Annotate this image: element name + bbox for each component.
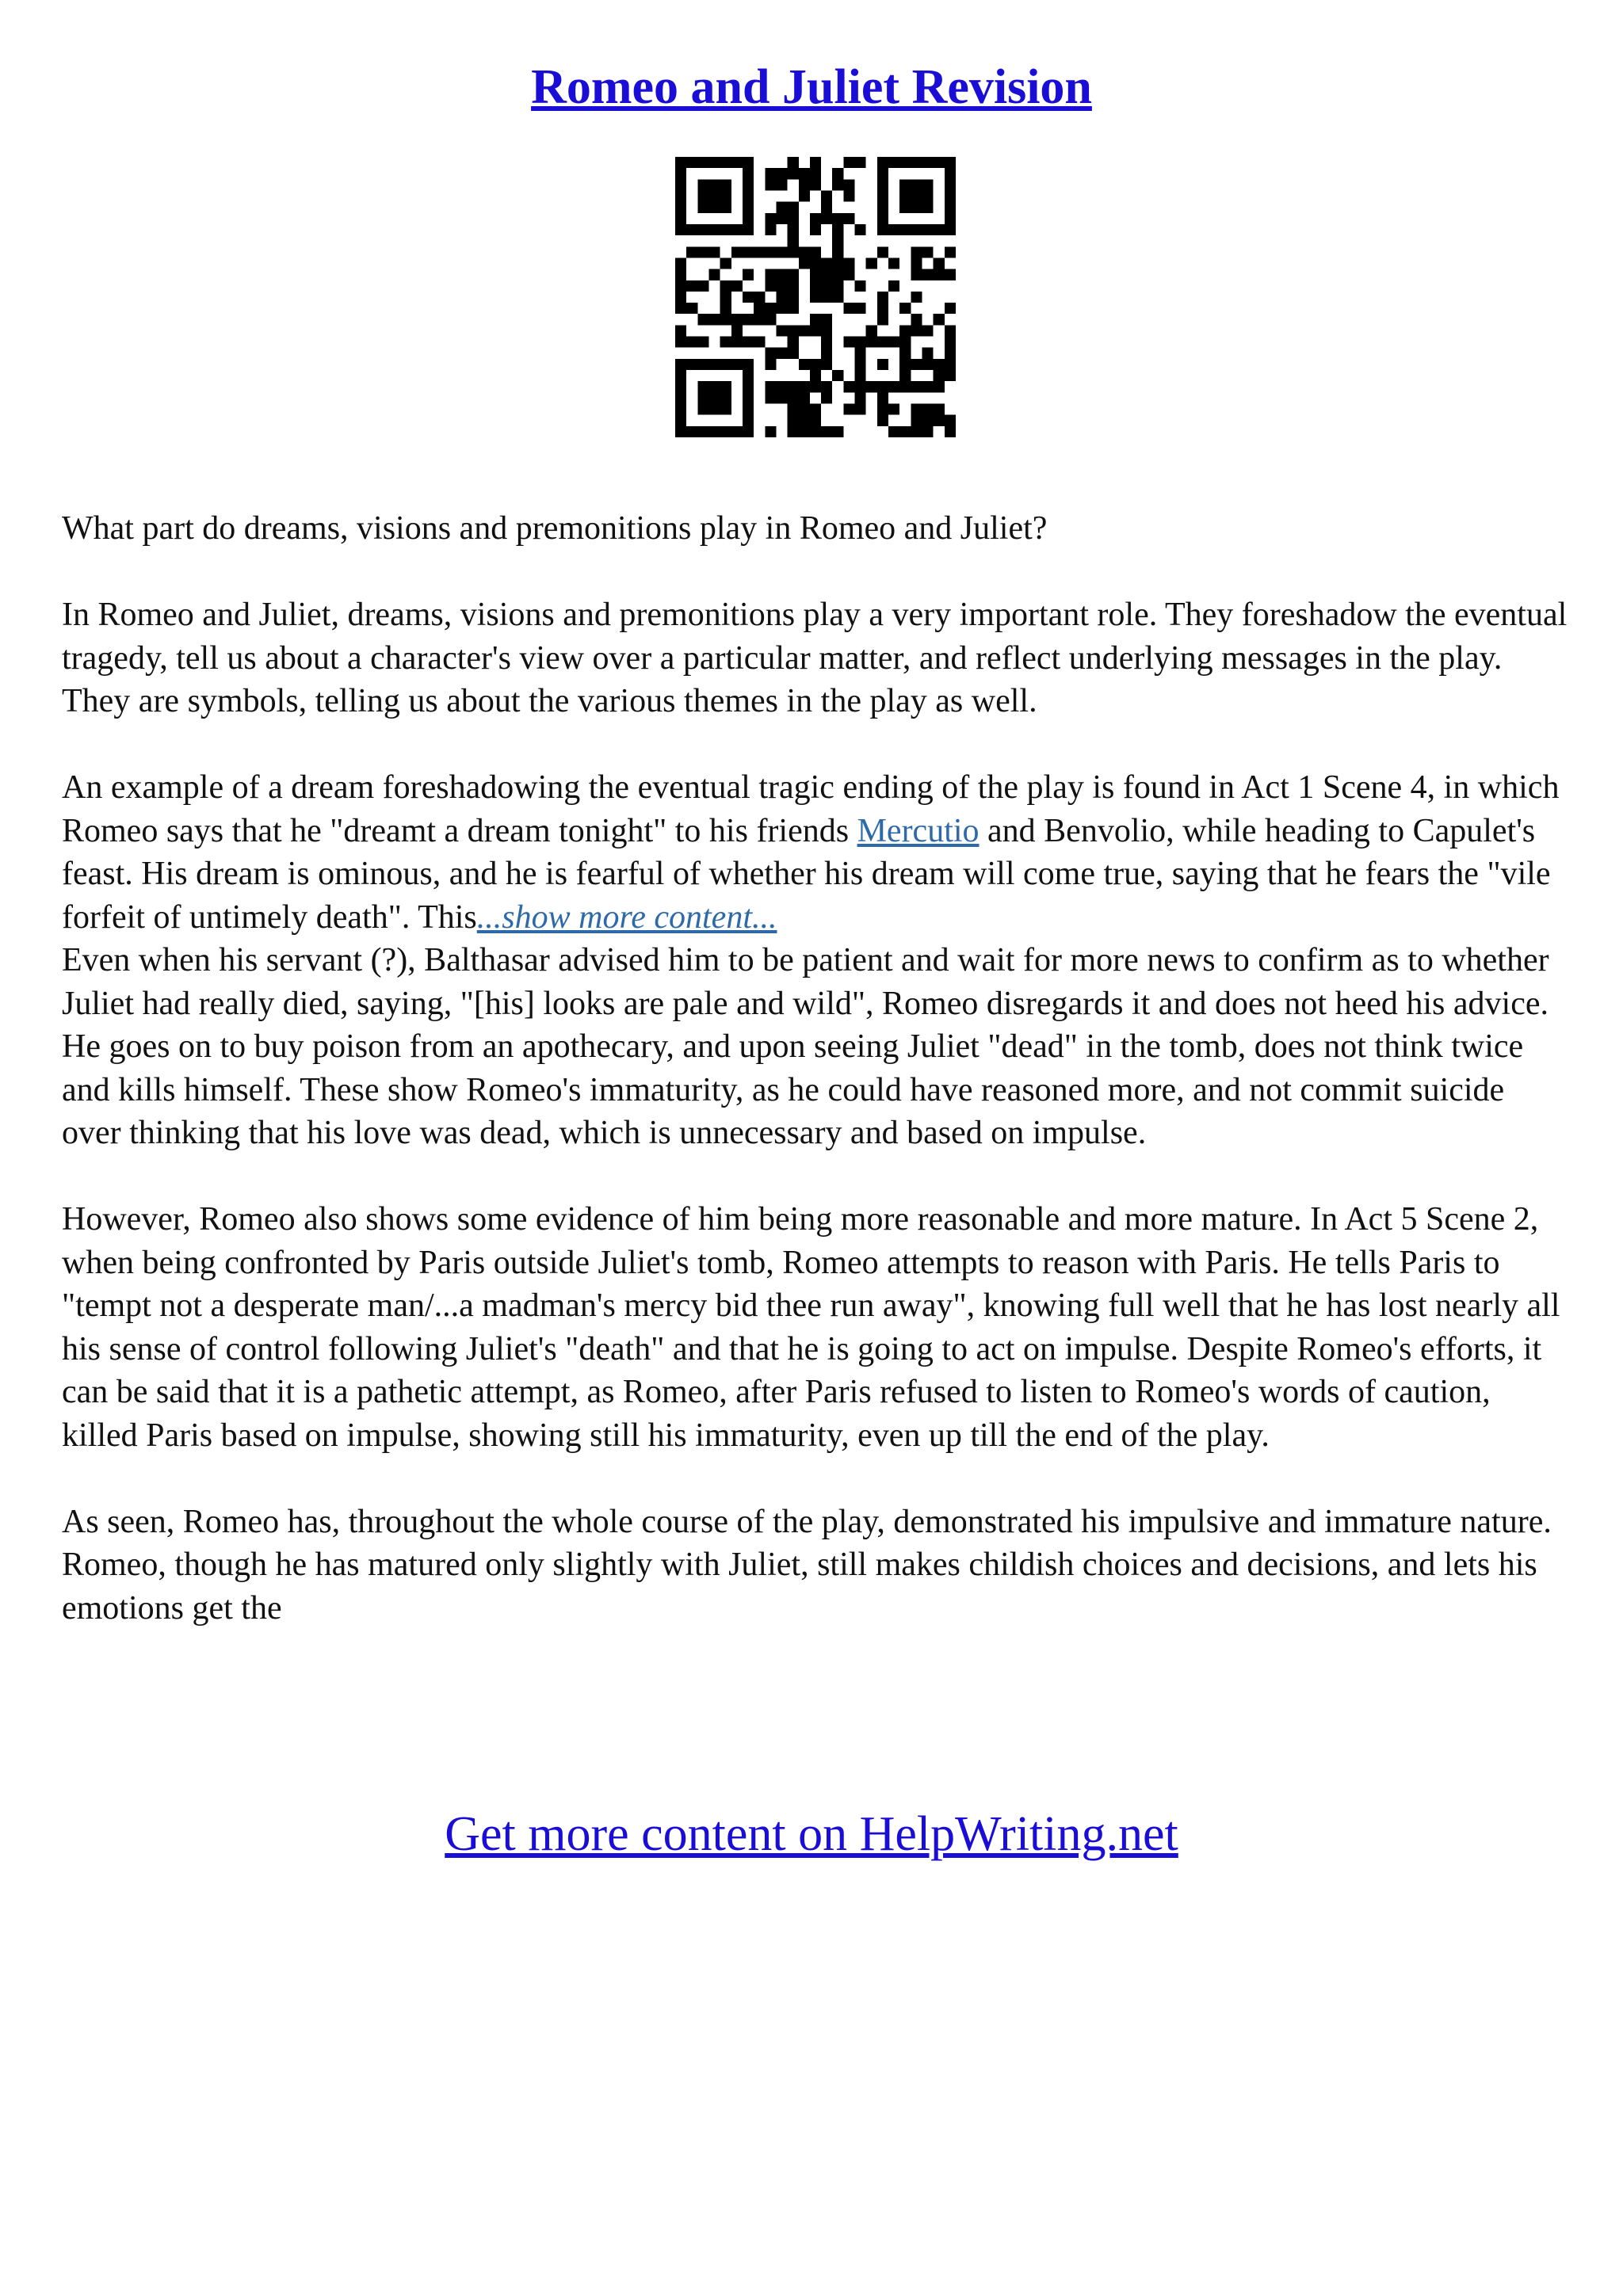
dream-paragraph — [62, 766, 1568, 939]
maturity-paragraph: However, Romeo also shows some evidence of him being more reasonable and more mature. In Act 5 Scene 2, when being confronted by Paris outside Juliet's tomb, Romeo attempts to reason with Paris. He tells Paris to "tempt not a desperate man/...a madman's mercy bid thee run away", knowing full well that he has lost nearly all his sense of control following Juliet's "death" and that he is going to act on impulse. Despite Romeo's efforts, it can be said that it is a pathetic attempt, as Romeo, after Paris refused to listen to Romeo's words of caution, killed Paris based on impulse, showing still his immaturity, even up till the end of the play. — [62, 1201, 1560, 1454]
show-more-link[interactable]: ...show more content... — [476, 898, 777, 936]
conclusion-paragraph: As seen, Romeo has, throughout the whole course of the play, demonstrated his impulsive and immature nature. Romeo, though he has matured only slightly with Juliet, still makes childish choices and decisions, and lets his emotions get the — [62, 1503, 1552, 1627]
dream-paragraph-text-start: An example of a dream foreshadowing the eventual tragic ending of the play is found in Act 1 Scene 4, in which Romeo says that he "dreamt a dream tonight" to his friends — [62, 769, 1560, 849]
question-paragraph: What part do dreams, visions and premonitions play in Romeo and Juliet? — [62, 510, 1048, 547]
document-body — [62, 507, 1568, 1673]
get-more-content-link[interactable]: Get more content on HelpWriting.net — [445, 1807, 1178, 1861]
immaturity-paragraph: Even when his servant (?), Balthasar advised him to be patient and wait for more news to confirm as to whether Juliet had really died, saying, "[his] looks are pale and wild", Romeo disregards it and does not heed his advice. He goes on to buy poison from an apothecary, and upon seeing Juliet "dead" in the tomb, does not think twice and kills himself. These show Romeo's immaturity, as he could have reasoned more, and not commit suicide over thinking that his love was dead, which is unnecessary and based on impulse. — [62, 942, 1549, 1151]
dream-paragraph-text-end: and Benvolio, while heading to Capulet's feast. His dream is ominous, and he is fearful of whether his dream will come true, saying that he fears the "vile forfeit of untimely death". This — [62, 812, 1551, 936]
qr-code-icon — [675, 157, 956, 437]
mercutio-link[interactable]: Mercutio — [857, 812, 980, 849]
document-title[interactable]: Romeo and Juliet Revision — [531, 60, 1092, 114]
intro-paragraph: In Romeo and Juliet, dreams, visions and premonitions play a very important role. They foreshadow the eventual tragedy, tell us about a character's view over a particular matter, and reflect underlying messages in the play. They are symbols, telling us about the various themes in the play as well. — [62, 597, 1568, 719]
